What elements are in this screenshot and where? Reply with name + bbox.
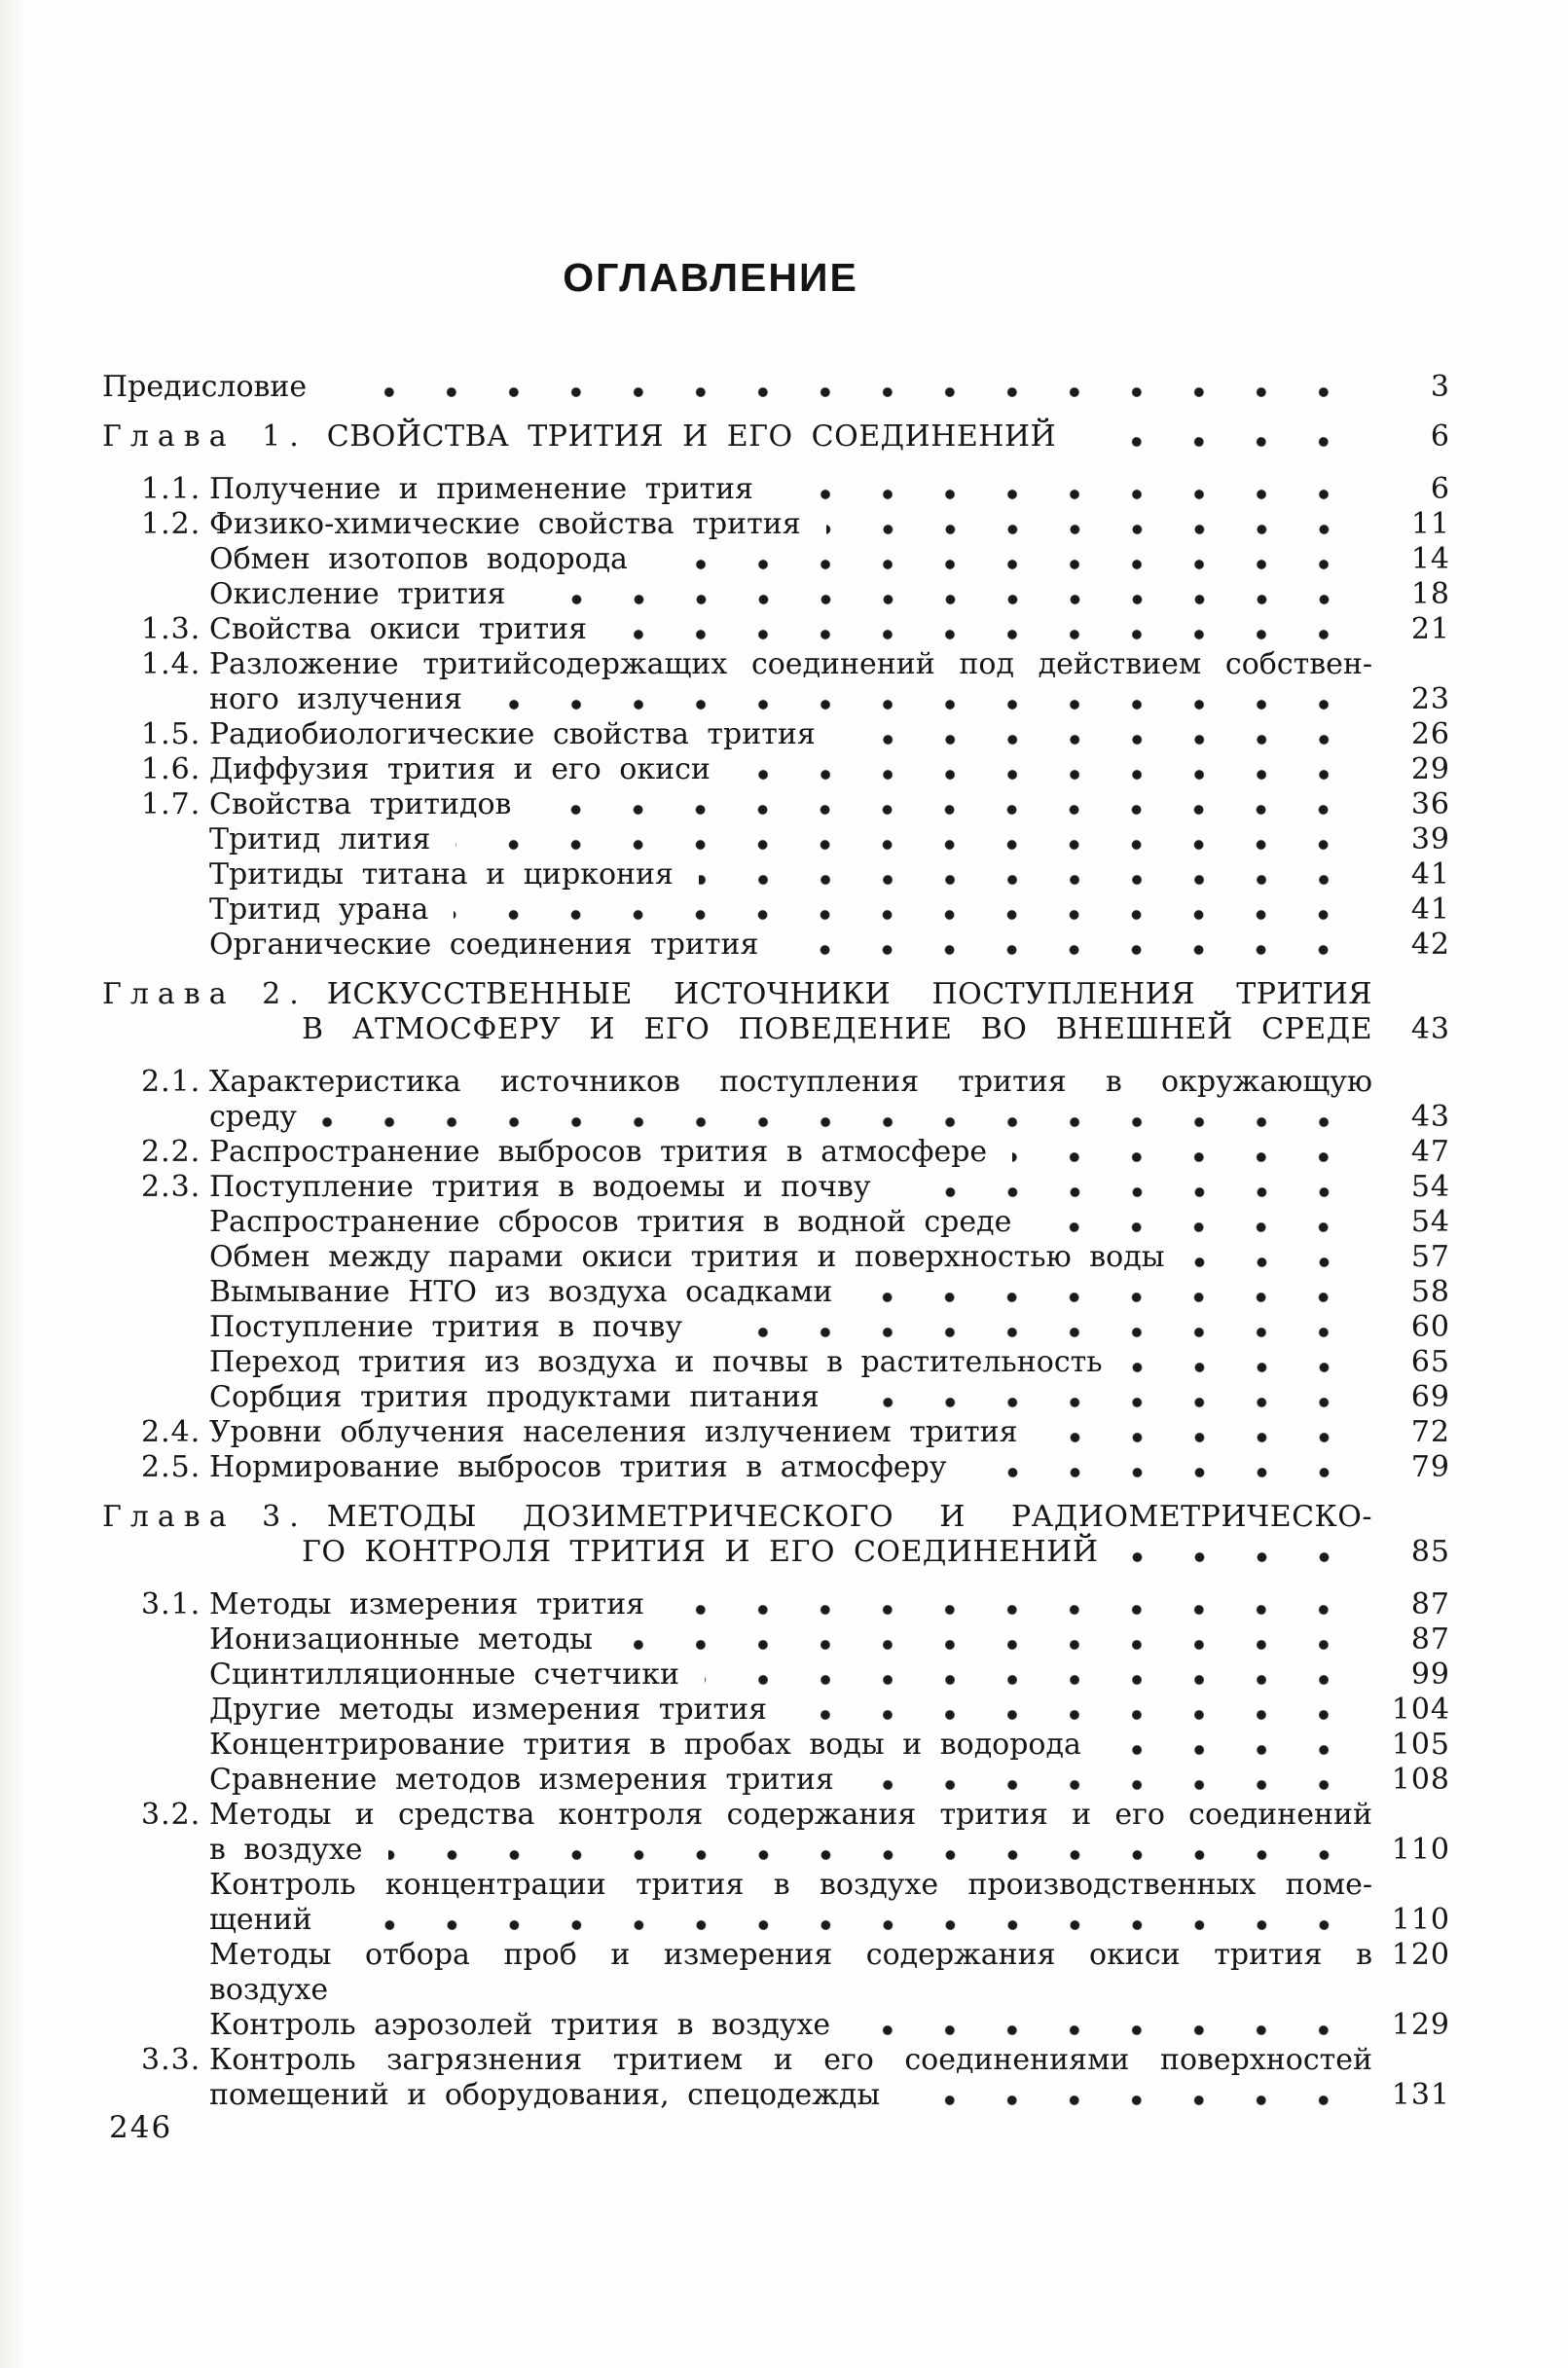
entry-title: Методы отбора проб и измерения содержания окиси трития в воздухе (209, 1938, 1372, 2007)
entry-title: Характеристика источников поступления трития в окружающую (209, 1065, 1372, 1099)
entry-title: Сравнение методов измерения трития (209, 1763, 834, 1797)
page-number: 79 (1410, 1450, 1450, 1484)
toc-entry (102, 1622, 1450, 1658)
entry-title: Концентрирование трития в пробах воды и водорода (209, 1728, 1081, 1762)
page-number: 41 (1410, 857, 1450, 892)
toc-row (102, 1170, 1450, 1205)
entry-title: Окисление трития (209, 577, 506, 611)
entry-title: Поступление трития в почву (209, 1310, 683, 1344)
toc-row (102, 1135, 1450, 1170)
toc-row (102, 822, 1450, 857)
page-number: 43 (1410, 1012, 1450, 1046)
leader-dots (784, 933, 1359, 963)
toc-row (102, 1903, 1450, 1938)
entry-number: 2.3. (141, 1170, 201, 1204)
toc-entry (102, 419, 1450, 455)
toc-row (102, 1798, 1450, 1833)
toc-entry (102, 1205, 1450, 1240)
toc-entry (102, 928, 1450, 963)
page-number: 47 (1410, 1135, 1450, 1169)
entry-title: Получение и применение трития (209, 472, 753, 506)
toc-entry (102, 1500, 1450, 1570)
toc-entry (102, 1065, 1450, 1135)
entry-title: щений (209, 1903, 312, 1937)
page-number: 110 (1391, 1833, 1450, 1867)
page-number: 108 (1391, 1763, 1450, 1797)
leader-dots (618, 1628, 1359, 1658)
page-number: 26 (1410, 717, 1450, 751)
entry-title: Ионизационные методы (209, 1622, 594, 1657)
entry-number: 2.1. (141, 1065, 201, 1099)
toc-row (102, 1500, 1450, 1535)
entry-number: 2.4. (141, 1415, 201, 1449)
entry-number: 1.5. (141, 717, 201, 751)
page-number: 41 (1410, 893, 1450, 927)
entry-number: 1.7. (141, 787, 201, 821)
leader-dots (896, 1176, 1359, 1205)
page-number: 29 (1410, 752, 1450, 786)
entry-title: ИСКУССТВЕННЫЕ ИСТОЧНИКИ ПОСТУПЛЕНИЯ ТРИТИЯ (326, 977, 1372, 1011)
leader-dots (1107, 1733, 1359, 1763)
leader-dots (1081, 425, 1359, 455)
toc-row (102, 977, 1450, 1012)
leader-dots (792, 1698, 1359, 1728)
chapter-label: Глава 1. (102, 419, 308, 454)
leader-dots (845, 1386, 1359, 1415)
leader-dots (856, 2014, 1359, 2043)
toc-row (102, 370, 1450, 405)
entry-title: Органические соединения трития (209, 928, 759, 962)
toc-entry (102, 647, 1450, 717)
page-number: 72 (1410, 1415, 1450, 1449)
toc-row (102, 1763, 1450, 1798)
page-number: 54 (1410, 1205, 1450, 1239)
toc-row (102, 1310, 1450, 1345)
leader-dots (859, 1768, 1359, 1798)
entry-title: В АТМОСФЕРУ И ЕГО ПОВЕДЕНИЕ ВО ВНЕШНЕЙ СРЕДЕ (302, 1012, 1372, 1046)
chapter-label: Глава 3. (102, 1500, 308, 1534)
toc-row (102, 419, 1450, 455)
entry-title: Обмен между парами окиси трития и поверхностью воды (209, 1240, 1165, 1274)
page-number: 6 (1430, 472, 1450, 506)
toc-row (102, 1345, 1450, 1380)
toc-row (102, 2008, 1450, 2043)
leader-dots (1190, 1246, 1359, 1275)
entry-title: Диффузия трития и его окиси (209, 752, 711, 786)
leader-dots (705, 1663, 1359, 1693)
entry-title: Сцинтилляционные счетчики (209, 1658, 679, 1692)
toc-entry (102, 507, 1450, 542)
page-number: 69 (1410, 1380, 1450, 1414)
entry-number: 3.2. (141, 1798, 201, 1832)
toc-row (102, 857, 1450, 893)
toc-entry (102, 1380, 1450, 1415)
toc-row (102, 1622, 1450, 1658)
toc-entry (102, 1135, 1450, 1170)
page-number: 36 (1410, 787, 1450, 821)
page-number: 3 (1430, 370, 1450, 404)
entry-title: Радиобиологические свойства трития (209, 717, 816, 751)
page-number: 6 (1430, 419, 1450, 454)
toc-row (102, 1450, 1450, 1485)
toc-row (102, 1693, 1450, 1728)
page-number: 120 (1391, 1938, 1450, 1972)
entry-title: Распространение сбросов трития в водной среде (209, 1205, 1012, 1239)
toc-row (102, 752, 1450, 787)
toc-row (102, 1100, 1450, 1135)
toc-row (102, 928, 1450, 963)
toc-row (102, 1065, 1450, 1100)
toc-entry (102, 1728, 1450, 1763)
leader-dots (905, 2084, 1359, 2113)
page-number: 43 (1410, 1100, 1450, 1134)
toc-entry (102, 752, 1450, 787)
toc-entry (102, 1450, 1450, 1485)
toc-entry (102, 1658, 1450, 1693)
toc-row (102, 787, 1450, 822)
page-title: ОГЛАВЛЕНИЕ (563, 255, 858, 300)
page-number: 131 (1391, 2078, 1450, 2112)
entry-number: 3.3. (141, 2043, 201, 2077)
toc-entry (102, 1587, 1450, 1622)
toc-row (102, 1275, 1450, 1310)
toc-entry (102, 1798, 1450, 1868)
toc-entry (102, 1763, 1450, 1798)
leader-dots (1043, 1421, 1359, 1450)
entry-title: Нормирование выбросов трития в атмосферу (209, 1450, 947, 1484)
toc-entry (102, 1170, 1450, 1205)
page-number: 87 (1410, 1587, 1450, 1621)
entry-title: Тритид урана (209, 893, 429, 927)
entry-title: СВОЙСТВА ТРИТИЯ И ЕГО СОЕДИНЕНИЙ (326, 419, 1057, 454)
toc-row (102, 577, 1450, 612)
leader-dots (612, 618, 1359, 647)
page-number: 110 (1391, 1903, 1450, 1937)
entry-title: Разложение тритийсодержащих соединений под действием собствен- (209, 647, 1372, 681)
entry-title: помещений и оборудования, спецодежды (209, 2078, 881, 2112)
toc-row (102, 612, 1450, 647)
leader-dots (653, 548, 1359, 577)
entry-number: 2.2. (141, 1135, 201, 1169)
toc-entry (102, 822, 1450, 857)
entry-title: Распространение выбросов трития в атмосфере (209, 1135, 988, 1169)
page-number: 23 (1410, 682, 1450, 716)
leader-dots (670, 1593, 1359, 1622)
toc-entry (102, 577, 1450, 612)
entry-number: 3.1. (141, 1587, 201, 1621)
toc-row (102, 1415, 1450, 1450)
folio-page-number: 246 (109, 2110, 173, 2145)
toc-entry (102, 787, 1450, 822)
leader-dots (332, 376, 1359, 405)
toc-row (102, 1658, 1450, 1693)
entry-title: Тритид лития (209, 822, 431, 856)
toc-entry (102, 1275, 1450, 1310)
leader-dots (454, 898, 1359, 928)
entry-title: ного излучения (209, 682, 462, 716)
entry-number: 1.6. (141, 752, 201, 786)
chapter-label: Глава 2. (102, 977, 308, 1011)
page-number: 57 (1410, 1240, 1450, 1274)
page-number: 87 (1410, 1622, 1450, 1657)
leader-dots (488, 688, 1359, 717)
toc-entry (102, 2043, 1450, 2113)
page-number: 21 (1410, 612, 1450, 646)
toc-row (102, 1728, 1450, 1763)
leader-dots (708, 1316, 1359, 1345)
toc-row (102, 647, 1450, 682)
entry-number: 1.2. (141, 507, 201, 541)
toc-entry (102, 1693, 1450, 1728)
entry-number: 1.4. (141, 647, 201, 681)
entry-title: ГО КОНТРОЛЯ ТРИТИЯ И ЕГО СОЕДИНЕНИЙ (302, 1535, 1099, 1569)
page-number: 129 (1391, 2008, 1450, 2042)
leader-dots (456, 828, 1359, 857)
leader-dots (826, 513, 1359, 542)
leader-dots (1124, 1541, 1360, 1570)
page-number: 18 (1410, 577, 1450, 611)
toc-row (102, 1587, 1450, 1622)
page-number: 42 (1410, 928, 1450, 962)
toc-row (102, 682, 1450, 717)
leader-dots (779, 478, 1359, 507)
entry-title: Контроль загрязнения тритием и его соединениями поверхностей (209, 2043, 1372, 2077)
leader-dots (736, 758, 1359, 787)
entry-number: 2.5. (141, 1450, 201, 1484)
toc-entry (102, 542, 1450, 577)
leader-dots (857, 1281, 1359, 1310)
toc-row (102, 1240, 1450, 1275)
page-number: 85 (1410, 1535, 1450, 1569)
entry-title: Свойства окиси трития (209, 612, 588, 646)
toc-row (102, 717, 1450, 752)
toc-row (102, 1380, 1450, 1415)
toc-row (102, 2043, 1450, 2078)
entry-title: Поступление трития в водоемы и почву (209, 1170, 871, 1204)
toc-list (102, 370, 1450, 2113)
entry-title: Контроль аэрозолей трития в воздухе (209, 2008, 831, 2042)
entry-number: 1.3. (141, 612, 201, 646)
entry-title: Обмен изотопов водорода (209, 542, 628, 576)
leader-dots (841, 723, 1359, 752)
page-number: 54 (1410, 1170, 1450, 1204)
toc-entry (102, 1310, 1450, 1345)
toc-entry (102, 370, 1450, 405)
entry-title: Переход трития из воздуха и почвы в растительность (209, 1345, 1103, 1379)
toc-entry (102, 1938, 1450, 2008)
page-number: 105 (1391, 1728, 1450, 1762)
toc-row (102, 1205, 1450, 1240)
leader-dots (388, 1839, 1359, 1868)
toc-row (102, 2078, 1450, 2113)
entry-title: Предисловие (102, 370, 308, 404)
page-number: 65 (1410, 1345, 1450, 1379)
leader-dots (536, 793, 1359, 822)
page-number: 39 (1410, 822, 1450, 856)
entry-title: Уровни облучения населения излучением трития (209, 1415, 1018, 1449)
toc-entry (102, 1415, 1450, 1450)
toc-entry (102, 1345, 1450, 1380)
page-number: 104 (1391, 1693, 1450, 1727)
page-number: 58 (1410, 1275, 1450, 1309)
leader-dots (699, 863, 1359, 893)
page-number: 11 (1410, 507, 1450, 541)
entry-title: Другие методы измерения трития (209, 1693, 768, 1727)
leader-dots (1012, 1141, 1359, 1170)
toc-row (102, 472, 1450, 507)
toc-entry (102, 1868, 1450, 1938)
entry-title: Методы измерения трития (209, 1587, 645, 1621)
page-number: 99 (1410, 1658, 1450, 1692)
leader-dots (972, 1456, 1359, 1485)
toc-entry (102, 893, 1450, 928)
leader-dots (531, 583, 1359, 612)
toc-row (102, 893, 1450, 928)
entry-title: Сорбция трития продуктами питания (209, 1380, 820, 1414)
leader-dots (338, 1909, 1359, 1938)
toc-row (102, 542, 1450, 577)
toc-row (102, 1012, 1450, 1047)
page-number: 60 (1410, 1310, 1450, 1344)
toc-row (102, 1938, 1450, 2008)
entry-title: среду (209, 1100, 297, 1134)
entry-number: 1.1. (141, 472, 201, 506)
entry-title: Вымывание НТО из воздуха осадками (209, 1275, 833, 1309)
entry-title: МЕТОДЫ ДОЗИМЕТРИЧЕСКОГО И РАДИОМЕТРИЧЕСКО- (326, 1500, 1372, 1534)
toc-entry (102, 472, 1450, 507)
entry-title: Методы и средства контроля содержания трития и его соединений (209, 1798, 1372, 1832)
toc-row (102, 507, 1450, 542)
toc-row (102, 1868, 1450, 1903)
entry-title: Свойства тритидов (209, 787, 512, 821)
entry-title: Физико-химические свойства трития (209, 507, 801, 541)
entry-title: Тритиды титана и циркония (209, 857, 674, 892)
page-number: 14 (1410, 542, 1450, 576)
entry-title: Контроль концентрации трития в воздухе производственных поме- (209, 1868, 1372, 1902)
toc-entry (102, 612, 1450, 647)
entry-title: в воздухе (209, 1833, 363, 1867)
toc-entry (102, 1240, 1450, 1275)
leader-dots (1037, 1211, 1359, 1240)
toc-row (102, 1833, 1450, 1868)
leader-dots (322, 1106, 1359, 1135)
toc-entry (102, 977, 1450, 1047)
toc-entry (102, 857, 1450, 893)
toc-entry (102, 717, 1450, 752)
toc-entry (102, 2008, 1450, 2043)
toc-row (102, 1535, 1450, 1570)
leader-dots (1128, 1351, 1359, 1380)
